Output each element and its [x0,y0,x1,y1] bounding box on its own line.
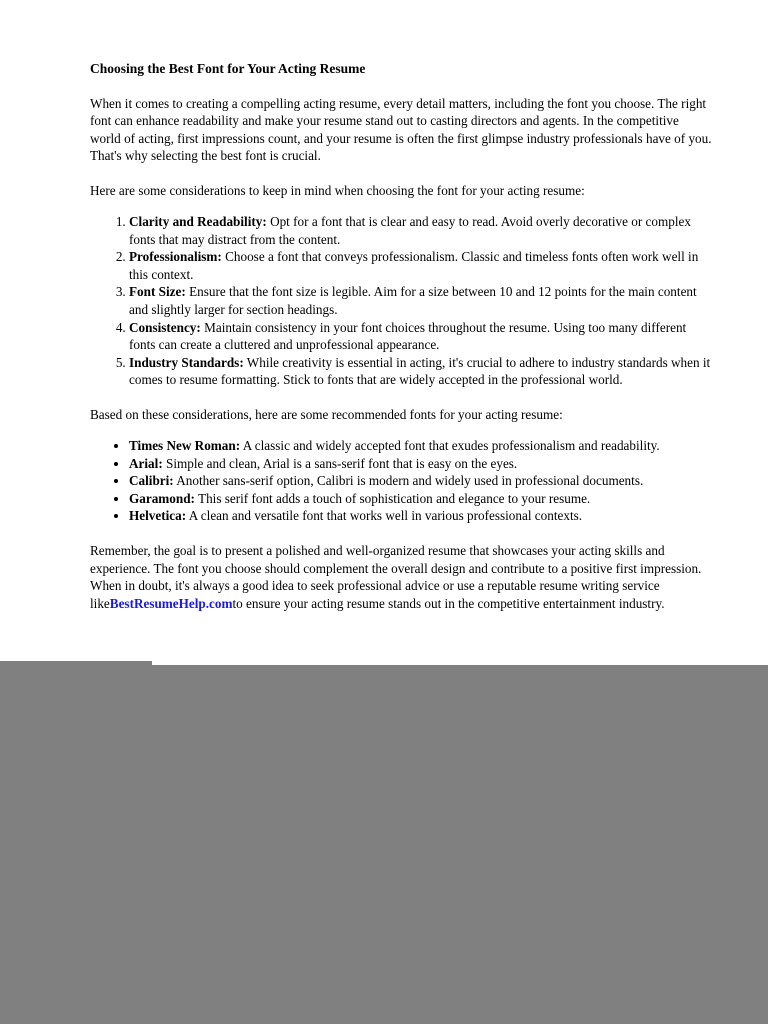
list-item [129,507,712,525]
list-item-separator: : [169,473,174,489]
list-item-term: Arial [129,455,159,471]
list-item-term: Calibri [129,473,170,489]
list-item [129,248,712,283]
best-resume-help-link[interactable]: BestResumeHelp.com [109,595,233,611]
considerations-lead-in: Here are some considerations to keep in mind when choosing the font for your acting resume: [90,182,585,198]
list-item-term: Helvetica [129,508,182,524]
list-item-term: Consistency [129,319,197,335]
list-item-description: Another sans-serif option, Calibri is modern and widely used in professional documents. [173,473,644,489]
list-item-separator: : [181,508,187,524]
list-item-separator: : [239,354,244,370]
list-item-description: While creativity is essential in acting, it's crucial to adhere to industry standards when it comes to resume formatting. Stick to fonts that are widely accepted in the professional world. [129,354,711,388]
closing-paragraph [90,525,712,612]
list-item-separator: : [158,455,163,471]
viewer-background-area [0,665,768,1024]
list-item-separator: : [262,214,267,230]
intro-paragraph: When it comes to creating a compelling acting resume, every detail matters, including the font you choose. The right font can enhance readability and make your resume stand out to casting directors and agents. In the competitive world of acting, first impressions count, and your resume is often the first glimpse industry professionals have of you. That's why selecting the best font is crucial. [90,95,712,164]
list-item-description: Simple and clean, Arial is a sans-serif font that is easy on the eyes. [162,455,518,471]
page-content [90,0,712,612]
list-item-description: A clean and versatile font that works well in various professional contexts. [186,508,583,524]
page-title: Choosing the Best Font for Your Acting Resume [90,61,366,76]
list-item-description: Opt for a font that is clear and easy to read. Avoid overly decorative or complex fonts that may distract from the content. [129,214,691,247]
list-item [129,437,712,455]
list-item [129,455,712,473]
list-item-description: Ensure that the font size is legible. Aim for a size between 10 and 12 points for the main content and slightly larger for section headings. [129,284,697,318]
list-item-separator: : [235,438,241,454]
list-item [129,490,712,508]
list-item [129,283,712,318]
list-item-term: Times New Roman [129,438,236,454]
closing-text-before-link: Remember, the goal is to present a polished and well-organized resume that showcases your acting skills and experience. The font you choose should complement the overall design and contribute to a positive first impression. When in doubt, it's always a good idea to seek professional advice or use a reputable resume writing service like [90,543,702,611]
list-item-term: Garamond [129,490,191,506]
recommended-fonts-list [90,423,712,525]
list-item-term: Professionalism [129,249,218,265]
list-item [129,354,712,389]
considerations-list [90,199,712,388]
list-item-description: Maintain consistency in your font choices throughout the resume. Using too many different fonts can create a cluttered and unprofessional appearance. [129,319,687,353]
list-item-description: Choose a font that conveys professionalism. Classic and timeless fonts often work well in this context. [129,249,699,282]
list-item-separator: : [190,490,195,506]
list-item-separator: : [217,249,222,265]
list-item-term: Clarity and Readability [129,214,263,230]
list-item-term: Industry Standards [129,354,240,370]
list-item-separator: : [181,284,186,300]
recommendations-lead-in: Based on these considerations, here are some recommended fonts for your acting resume: [90,406,563,422]
list-item-description: This serif font adds a touch of sophistication and elegance to your resume. [194,490,591,506]
list-item [129,472,712,490]
list-item-description: A classic and widely accepted font that exudes professionalism and readability. [240,438,660,454]
closing-text-after-link: to ensure your acting resume stands out in the competitive entertainment industry. [232,595,665,611]
list-item [129,319,712,354]
list-item-separator: : [196,319,201,335]
list-item-term: Font Size [129,284,182,300]
list-item [129,213,712,248]
